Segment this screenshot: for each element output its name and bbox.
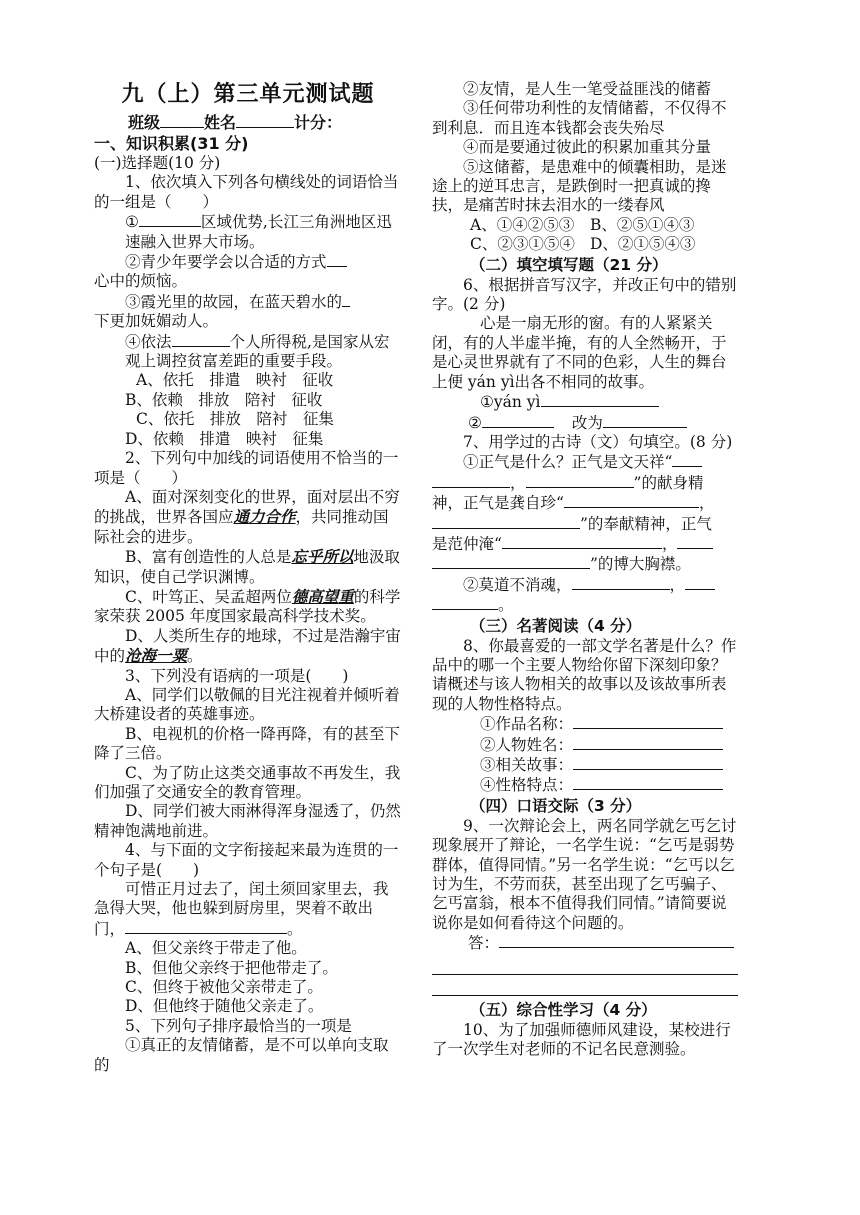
q7-line1: ①正气是什么？正气是文天祥“ [432, 452, 738, 472]
left-column [94, 80, 402, 1075]
q9-stem: 9、一次辩论会上，两名同学就乞丐乞讨现象展开了辩论，一名学生说：“乞丐是弱势群体，值得同情。”另一名学生说：“乞丐以乞讨为生，不劳而获，甚至出现了乞丐骗子、乞丐富翁，根本不值得我们同情。”请简要说说你是如何看待这个问题的。 [432, 816, 737, 932]
q5-sentence2: ②友情，是人生一笔受益匪浅的储蓄 [463, 80, 712, 98]
q5-option-b[interactable]: B、②⑤①④③ [590, 215, 695, 234]
q7-blank1[interactable] [672, 452, 702, 467]
q2-underlined-b: 忘乎所以 [291, 547, 354, 567]
section2-heading: （二）填空填写题（21 分） [470, 255, 668, 274]
q4-passage: 可惜正月过去了，闰土须回家里去，我急得大哭，他也躲到厨房里，哭着不敢出门， 。 [94, 880, 389, 938]
q1-option-c[interactable]: C、依托 排放 陪衬 征集 [136, 410, 334, 429]
q5-options-cd [432, 235, 738, 254]
q7-line2: ， ”的献身精 [432, 473, 738, 493]
q7-line4: ”的奉献精神，正气 [432, 514, 738, 534]
q7-blank5b[interactable] [677, 534, 713, 549]
q1-option-a[interactable]: A、依托 排遣 映衬 征收 [136, 371, 334, 390]
q4-option-a[interactable]: A、但父亲终于带走了他。 [125, 939, 307, 958]
q8-field3: ③相关故事： [432, 755, 738, 775]
q3-option-a[interactable]: A、同学们以敬佩的目光注视着并倾听着大桥建设者的英雄事迹。 [94, 685, 400, 724]
q6-blank3[interactable] [603, 413, 687, 428]
q8-answer3[interactable] [573, 755, 723, 770]
q1-option-b[interactable]: B、依赖 排放 陪衬 征收 [125, 390, 323, 409]
section5-heading: （五）综合性学习（4 分） [470, 1000, 657, 1019]
q7-blank7b[interactable] [685, 575, 715, 590]
q1-sentence3: ③霞光里的故园，在蓝天碧水的 下更加妩媚动人。 [94, 292, 402, 332]
q3-option-c[interactable]: C、为了防止这类交通事故不再发生，我们加强了交通安全的教育管理。 [94, 763, 401, 801]
part1-heading: 一、知识积累(31 分) [94, 134, 249, 153]
q1-blank4[interactable] [172, 332, 230, 347]
q7-line5: 是范仲淹“ ， [432, 534, 738, 554]
q8-stem: 8、你最喜爱的一部文学名著是什么？作品中的哪一个主要人物给你留下深刻印象？请概述与该人物相关的故事以及该故事所表现的人物性格特点。 [432, 636, 737, 713]
q5-sentence5: ⑤这储蓄，是患难中的倾囊相助，是迷途上的逆耳忠言，是跌倒时一把真诚的搀扶，是痛苦时抹去泪水的一缕春风 [432, 157, 727, 215]
q1-sentence2: ②青少年要学会以合适的方式 心中的烦恼。 [94, 252, 402, 292]
q4-option-c[interactable]: C、但终于被他父亲带走了。 [125, 978, 323, 997]
q7-blank6[interactable] [432, 554, 590, 569]
q5-option-a[interactable]: A、①④②⑤③ [470, 215, 575, 234]
q5-sentence1: ①真正的友情储蓄，是不可以单向支取的 [94, 1036, 389, 1074]
section3-heading: （三）名著阅读（4 分） [470, 616, 642, 635]
q1-stem: 1、依次填入下列各句横线处的词语恰当的一组是（ ） [94, 173, 399, 211]
student-info-line [94, 112, 402, 134]
q1-blank1[interactable] [139, 212, 201, 227]
q8-field2: ②人物姓名： [432, 735, 738, 755]
q6-passage: 心是一扇无形的窗。有的人紧紧关闭，有的人半虚半掩，有的人全然畅开，于是心灵世界就有了不同的色彩，人生的舞台上便 yán yì出各不相同的故事。 [432, 314, 727, 391]
q7-line8: 。 [432, 595, 738, 615]
q1-blank2[interactable] [327, 252, 347, 267]
q2-underlined-d: 沧海一粟 [125, 646, 188, 666]
q3-option-b[interactable]: B、电视机的价格一降再降，有的甚至下降了三倍。 [94, 724, 400, 763]
q7-blank8[interactable] [432, 595, 498, 610]
q6-blank1[interactable] [541, 392, 659, 407]
q9-answer-line1: 答： [432, 933, 738, 953]
q5-stem: 5、下列句子排序最恰当的一项是 [125, 1016, 352, 1035]
q5-sentence3: ③任何带功利性的友情储蓄，不仅得不到利息．而且连本钱都会丧失殆尽 [432, 99, 727, 137]
q9-answer-blank[interactable] [499, 933, 734, 948]
q10-stem: 10、为了加强师德师风建设，某校进行了一次学生对老师的不记名民意测验。 [432, 1020, 731, 1059]
q4-stem: 4、与下面的文字衔接起来最为连贯的一个句子是( ) [94, 841, 399, 879]
q2-option-a[interactable]: A、面对深刻变化的世界，面对层出不穷的挑战，世界各国应通力合作，共同推动国际社会的进步。 [94, 487, 400, 546]
q2-option-c[interactable]: C、叶笃正、吴孟超两位德高望重的科学家荣获 2005 年度国家最高科学技术奖。 [94, 586, 401, 626]
q8-answer1[interactable] [573, 714, 723, 729]
page-title: 九（上）第三单元测试题 [121, 82, 375, 107]
q4-blank[interactable] [125, 919, 287, 934]
name-blank[interactable] [236, 113, 294, 128]
q7-blank4[interactable] [432, 514, 580, 529]
q7-line6: ”的博大胸襟。 [432, 554, 738, 574]
q6-blank2[interactable] [482, 413, 554, 428]
q9-answer-line2[interactable] [432, 954, 738, 975]
q1-blank3[interactable] [342, 292, 350, 307]
q7-blank5[interactable] [502, 534, 662, 549]
q6-answer1: ①yán yì [432, 392, 738, 412]
right-column [432, 80, 738, 1059]
q5-option-c[interactable]: C、②③①⑤④ [470, 235, 575, 254]
score-label: 计分： [294, 113, 343, 132]
q1-option-d[interactable]: D、依赖 排遣 映衬 征集 [125, 429, 324, 448]
q5-sentence4: ④而是要通过彼此的积累加重其分量 [463, 138, 712, 157]
q8-answer4[interactable] [573, 775, 723, 790]
class-label: 班级 [128, 113, 161, 132]
q7-stem: 7、用学过的古诗（文）句填空。(8 分) [463, 432, 733, 451]
q4-option-b[interactable]: B、但他父亲终于把他带走了。 [125, 958, 338, 977]
q6-answer2: ② 改为 [432, 413, 738, 433]
q7-blank1b[interactable] [432, 473, 510, 488]
q7-blank3[interactable] [564, 493, 699, 508]
q7-line3: 神，正气是龚自珍“ ， [432, 494, 715, 513]
class-blank[interactable] [160, 113, 204, 128]
q7-blank7[interactable] [572, 575, 670, 590]
q4-option-d[interactable]: D、但他终于随他父亲走了。 [125, 997, 324, 1016]
section1-heading: (一)选择题(10 分) [94, 154, 221, 172]
q9-answer-line3[interactable] [432, 975, 738, 996]
q8-field4: ④性格特点： [432, 775, 738, 795]
q6-stem: 6、根据拼音写汉字，并改正句中的错别字。(2 分) [432, 275, 737, 314]
q8-answer2[interactable] [573, 735, 723, 750]
q5-options-ab [432, 216, 738, 235]
q8-field1: ①作品名称： [432, 714, 738, 734]
q2-underlined-a: 通力合作 [233, 507, 296, 527]
q7-line7: ②莫道不消魂， ， [432, 575, 738, 595]
q2-underlined-c: 德高望重 [291, 586, 354, 606]
name-label: 姓名 [204, 113, 237, 132]
q2-option-d[interactable]: D、人类所生存的地球，不过是浩瀚宇宙中的沧海一粟。 [94, 626, 401, 666]
q5-option-d[interactable]: D、②①⑤④③ [590, 235, 696, 254]
q2-stem: 2、下列句中加线的词语使用不恰当的一项是（ ） [94, 449, 399, 487]
q2-option-b[interactable]: B、富有创造性的人总是忘乎所以地汲取知识，使自己学识渊博。 [94, 547, 400, 586]
q1-sentence1: ① 区域优势,长江三角洲地区迅速融入世界大市场。 [125, 213, 392, 251]
section4-heading: （四）口语交际（3 分） [470, 796, 642, 815]
q1-sentence4: ④依法 个人所得税,是国家从宏观上调控贫富差距的重要手段。 [125, 332, 390, 371]
q3-option-d[interactable]: D、同学们被大雨淋得浑身湿透了，仍然精神饱满地前进。 [94, 802, 401, 840]
q3-stem: 3、下列没有语病的一项是( ) [125, 666, 349, 685]
q7-blank2[interactable] [526, 473, 634, 488]
